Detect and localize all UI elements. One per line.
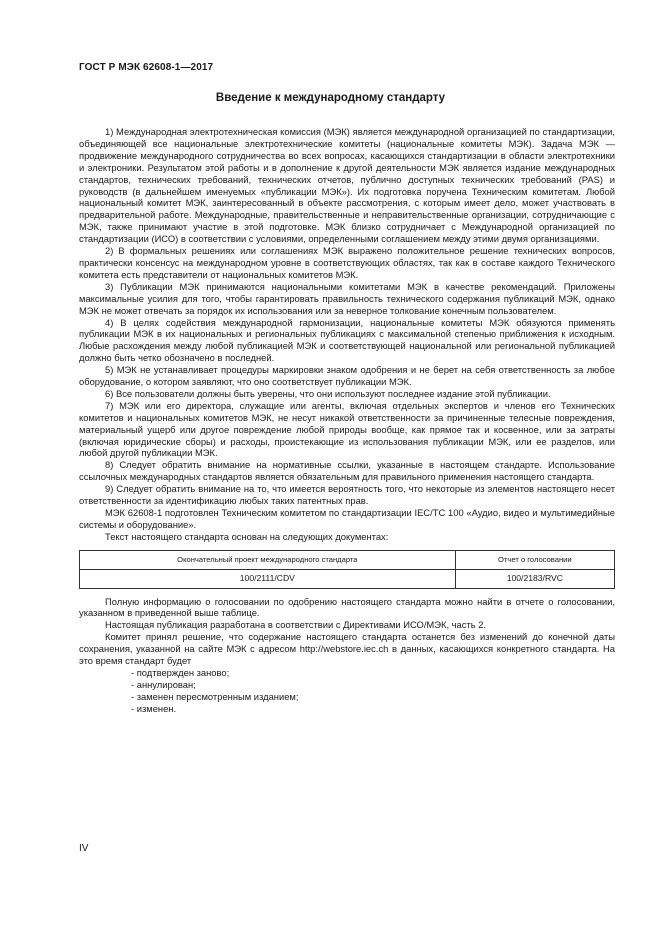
table-cell: 100/2183/RVC — [455, 569, 614, 588]
section-title: Введение к международному стандарту — [215, 92, 446, 104]
paragraph-5: 5) МЭК не устанавливает процедуры маркировки знаком одобрения и не берет на себя ответственность за любое оборудование, о котором заявляют, что оно соответствует публикации МЭК. — [79, 364, 615, 388]
paragraph-6: 6) Все пользователи должны быть уверены, что они используют последнее издание этой публикации. — [105, 387, 551, 399]
paragraph-2: 2) В формальных решениях или соглашениях МЭК выражено положительное решение технических вопросов, практически консенсус на международном уровне в соответствующих областях, так как в составе каждого Технического комитета есть представители от национальных комитетов МЭК. — [79, 245, 615, 280]
table-header-row — [80, 550, 615, 569]
documents-intro: Текст настоящего стандарта основан на следующих документах: — [105, 530, 389, 542]
table-row — [80, 569, 615, 588]
list-item: - аннулирован; — [131, 678, 196, 690]
committee-decision-paragraph: Комитет принял решение, что содержание настоящего стандарта останется без изменений до конечной даты сохранения, указанной на сайте МЭК с адресом http://webstore.iec.ch в данных, касающихся конкретного стандарта. На это время стандарт будет — [79, 631, 615, 667]
document-header: ГОСТ Р МЭК 62608-1—2017 — [79, 62, 214, 73]
paragraph-4: 4) В целях содействия международной гармонизации, национальные комитеты МЭК обязуются применять публикации МЭК в их национальных и региональных публикациях с максимальной степенью приближения к исходным. Любые расхождения между любой публикацией МЭК и соответствующей национальной или региональной публикацией должно быть четко обозначено в последней. — [79, 316, 615, 364]
committee-paragraph: МЭК 62608-1 подготовлен Техническим комитетом по стандартизации IEC/TC 100 «Аудио, видео и мультимедийные системы и оборудование». — [79, 507, 615, 530]
documents-table — [79, 550, 615, 589]
document-body — [79, 126, 615, 715]
paragraph-9: 9) Следует обратить внимание на то, что имеется вероятность того, что некоторые из элементов настоящего несет ответственности за идентификацию любых таких патентных прав. — [79, 483, 615, 507]
voting-info-paragraph: Полную информацию о голосовании по одобрению настоящего стандарта можно найти в отчете о голосовании, указанном в приведенной выше таблице. — [79, 595, 615, 619]
table-header-cell: Окончательный проект международного стандарта — [80, 550, 456, 569]
table-cell: 100/2111/CDV — [80, 569, 456, 588]
directives-paragraph: Настоящая публикация разработана в соответствии с Директивами ИСО/МЭК, часть 2. — [105, 619, 487, 631]
paragraph-7: 7) МЭК или его директора, служащие или агенты, включая отдельных экспертов и членов его Технических комитетов и национальных комитетов МЭК, не несут никакой ответственности за причиненные телесные повреждения, материальный ущерб или другое повреждение любой природы вообще, как прямое так и косвенное, или за затраты (включая юридические сборы) и расходы, проистекающие из использования публикации МЭК, или ее разделов, или любой другой публикации МЭК. — [79, 399, 615, 459]
paragraph-3: 3) Публикации МЭК принимаются национальными комитетами МЭК в качестве рекомендаций. Приложены максимальные усилия для того, чтобы гарантировать правильность технического содержания публикаций МЭК, однако МЭК не может отвечать за порядок их использования или за неверное толкование конечным пользователем. — [79, 280, 615, 316]
list-item: - изменен. — [131, 702, 177, 714]
list-item: - подтвержден заново; — [131, 666, 230, 678]
list-item: - заменен пересмотренным изданием; — [131, 690, 299, 702]
page-number: IV — [79, 843, 89, 854]
paragraph-8: 8) Следует обратить внимание на нормативные ссылки, указанные в настоящем стандарте. Использование ссылочных международных стандартов является обязательным для правильного применения настоящего стандарта. — [79, 459, 615, 483]
paragraph-1: 1) Международная электротехническая комиссия (МЭК) является международной организацией по стандартизации, объединяющей все национальные электротехнические комитеты (национальные комитеты МЭК). Задача МЭК — продвижение международного сотрудничества во всех вопросах, касающихся стандартизации в области электротехники и электроники. Результатом этой работы и в дополнение к другой деятельности МЭК является издание международных стандартов, технических требований, технических отчетов, публично доступных технических требований (PAS) и руководств (в дальнейшем именуемых «публикации МЭК»). Их подготовка поручена Техническим комитетам. Любой национальный комитет МЭК, заинтересованный в объекте рассмотрения, с которым имеет дело, может участвовать в предварительной работе. Международные, правительственные и неправительственные организации, сотрудничающие с МЭК, также принимают участие в этой подготовке. МЭК близко сотрудничает с Международной организацией по стандартизации (ИСО) в соответствии с условиями, определенными соглашением между этими двумя организациями. — [79, 126, 615, 245]
table-header-cell: Отчет о голосовании — [455, 550, 614, 569]
documents-table-wrap — [79, 550, 615, 589]
